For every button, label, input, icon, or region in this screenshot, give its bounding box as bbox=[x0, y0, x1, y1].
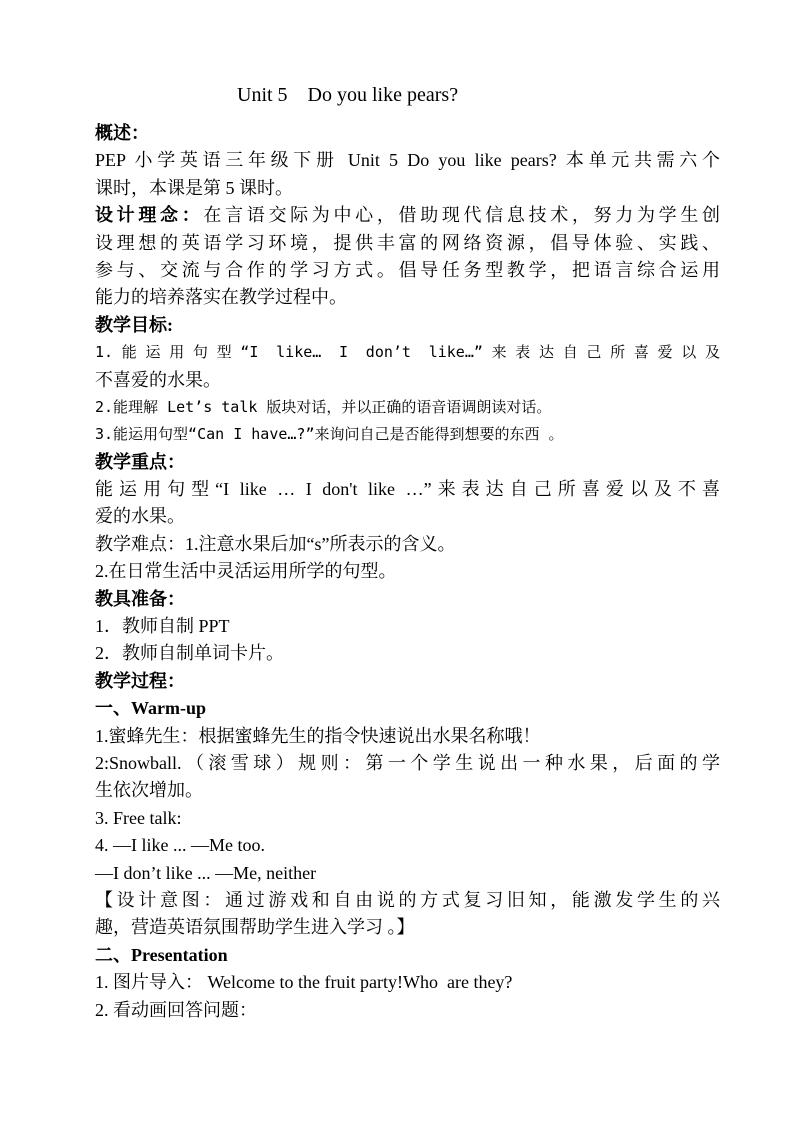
text-line bbox=[95, 531, 720, 558]
text-line bbox=[95, 750, 720, 777]
document-body bbox=[95, 120, 720, 1024]
line-text: —I don’t like ... —Me, neither bbox=[95, 862, 317, 883]
text-line bbox=[95, 860, 720, 887]
text-line bbox=[95, 120, 720, 147]
text-line bbox=[95, 257, 720, 284]
text-line bbox=[95, 449, 720, 476]
text-line bbox=[95, 202, 720, 229]
text-line bbox=[95, 942, 720, 969]
text-line bbox=[95, 476, 720, 503]
line-text: 4. —I like ... —Me too. bbox=[95, 835, 265, 856]
line-text: 概述： bbox=[95, 123, 149, 143]
line-text: 教学目标: bbox=[95, 314, 173, 335]
line-text: 1. 图片导入： Welcome to the fruit party!Who are they? bbox=[95, 972, 513, 993]
text-line bbox=[95, 421, 720, 448]
text-line bbox=[95, 284, 720, 311]
line-text: 能力的培养落实在教学过程中。 bbox=[95, 287, 347, 308]
text-line bbox=[95, 777, 720, 804]
inline-label: 设计理念： bbox=[95, 205, 204, 226]
text-line bbox=[95, 230, 720, 257]
text-line bbox=[95, 914, 720, 941]
line-text: 教学重点： bbox=[95, 451, 185, 472]
line-text: 1.蜜蜂先生：根据蜜蜂先生的指令快速说出水果名称哦！ bbox=[95, 725, 541, 746]
text-line bbox=[95, 147, 720, 174]
text-line bbox=[95, 394, 720, 421]
document-title: Unit 5 Do you like pears? bbox=[237, 84, 459, 106]
text-line bbox=[95, 668, 720, 695]
line-text: 一、Warm-up bbox=[95, 698, 207, 719]
line-text: 不喜爱的水果。 bbox=[95, 369, 221, 390]
line-text: 2:Snowball.（滚雪球）规则：第一个学生说出一种水果，后面的学 bbox=[95, 752, 720, 773]
line-text: 2.在日常生活中灵活运用所学的句型。 bbox=[95, 561, 397, 582]
text-line bbox=[95, 640, 720, 667]
text-line bbox=[95, 558, 720, 585]
line-text: 爱的水果。 bbox=[95, 506, 185, 527]
line-text: 趣，营造英语氛围帮助学生进入学习 。】 bbox=[95, 917, 415, 938]
text-line bbox=[95, 695, 720, 722]
line-text: 1．教师自制 PPT bbox=[95, 616, 230, 637]
text-line bbox=[95, 969, 720, 996]
text-line bbox=[95, 887, 720, 914]
line-text: 3. Free talk: bbox=[95, 807, 182, 828]
line-text: 2．教师自制单词卡片。 bbox=[95, 643, 284, 664]
line-text: 参与、交流与合作的学习方式。倡导任务型教学，把语言综合运用 bbox=[95, 259, 720, 280]
text-line bbox=[95, 312, 720, 339]
line-text: 3.能运用句型“Can I have…?”来询问自己是否能得到想要的东西 。 bbox=[95, 425, 564, 444]
line-text: 设理想的英语学习环境，提供丰富的网络资源，倡导体验、实践、 bbox=[95, 232, 720, 253]
text-line bbox=[95, 805, 720, 832]
text-line bbox=[95, 503, 720, 530]
text-line bbox=[95, 339, 720, 366]
line-text: 2. 看动画回答问题： bbox=[95, 999, 257, 1020]
text-line bbox=[95, 175, 720, 202]
text-line bbox=[95, 586, 720, 613]
line-text: 课时，本课是第 5 课时。 bbox=[95, 177, 293, 198]
line-text: 【设计意图：通过游戏和自由说的方式复习旧知，能激发学生的兴 bbox=[95, 889, 720, 910]
line-text: 教学过程： bbox=[95, 670, 185, 691]
line-text: PEP 小学英语三年级下册 Unit 5 Do you like pears? 本单元共需六个 bbox=[95, 150, 720, 171]
line-text: 2.能理解 Let’s talk 版块对话，并以正确的语音语调朗读对话。 bbox=[95, 397, 552, 416]
line-text: 二、Presentation bbox=[95, 944, 228, 965]
line-text: 教学难点：1.注意水果后加“s”所表示的含义。 bbox=[95, 533, 456, 554]
text-line bbox=[95, 997, 720, 1024]
line-text: 生依次增加。 bbox=[95, 780, 203, 801]
line-text: 教具准备： bbox=[95, 588, 185, 609]
line-text: 在言语交际为中心，借助现代信息技术，努力为学生创 bbox=[203, 205, 721, 226]
text-line bbox=[95, 367, 720, 394]
text-line bbox=[95, 613, 720, 640]
line-text: 能运用句型“I like … I don't like …”来表达自己所喜爱以及不喜 bbox=[95, 479, 720, 500]
text-line bbox=[95, 723, 720, 750]
text-line bbox=[95, 832, 720, 859]
line-text: 1.能运用句型“I like… I don’t like…”来表达自己所喜爱以及 bbox=[95, 343, 720, 362]
